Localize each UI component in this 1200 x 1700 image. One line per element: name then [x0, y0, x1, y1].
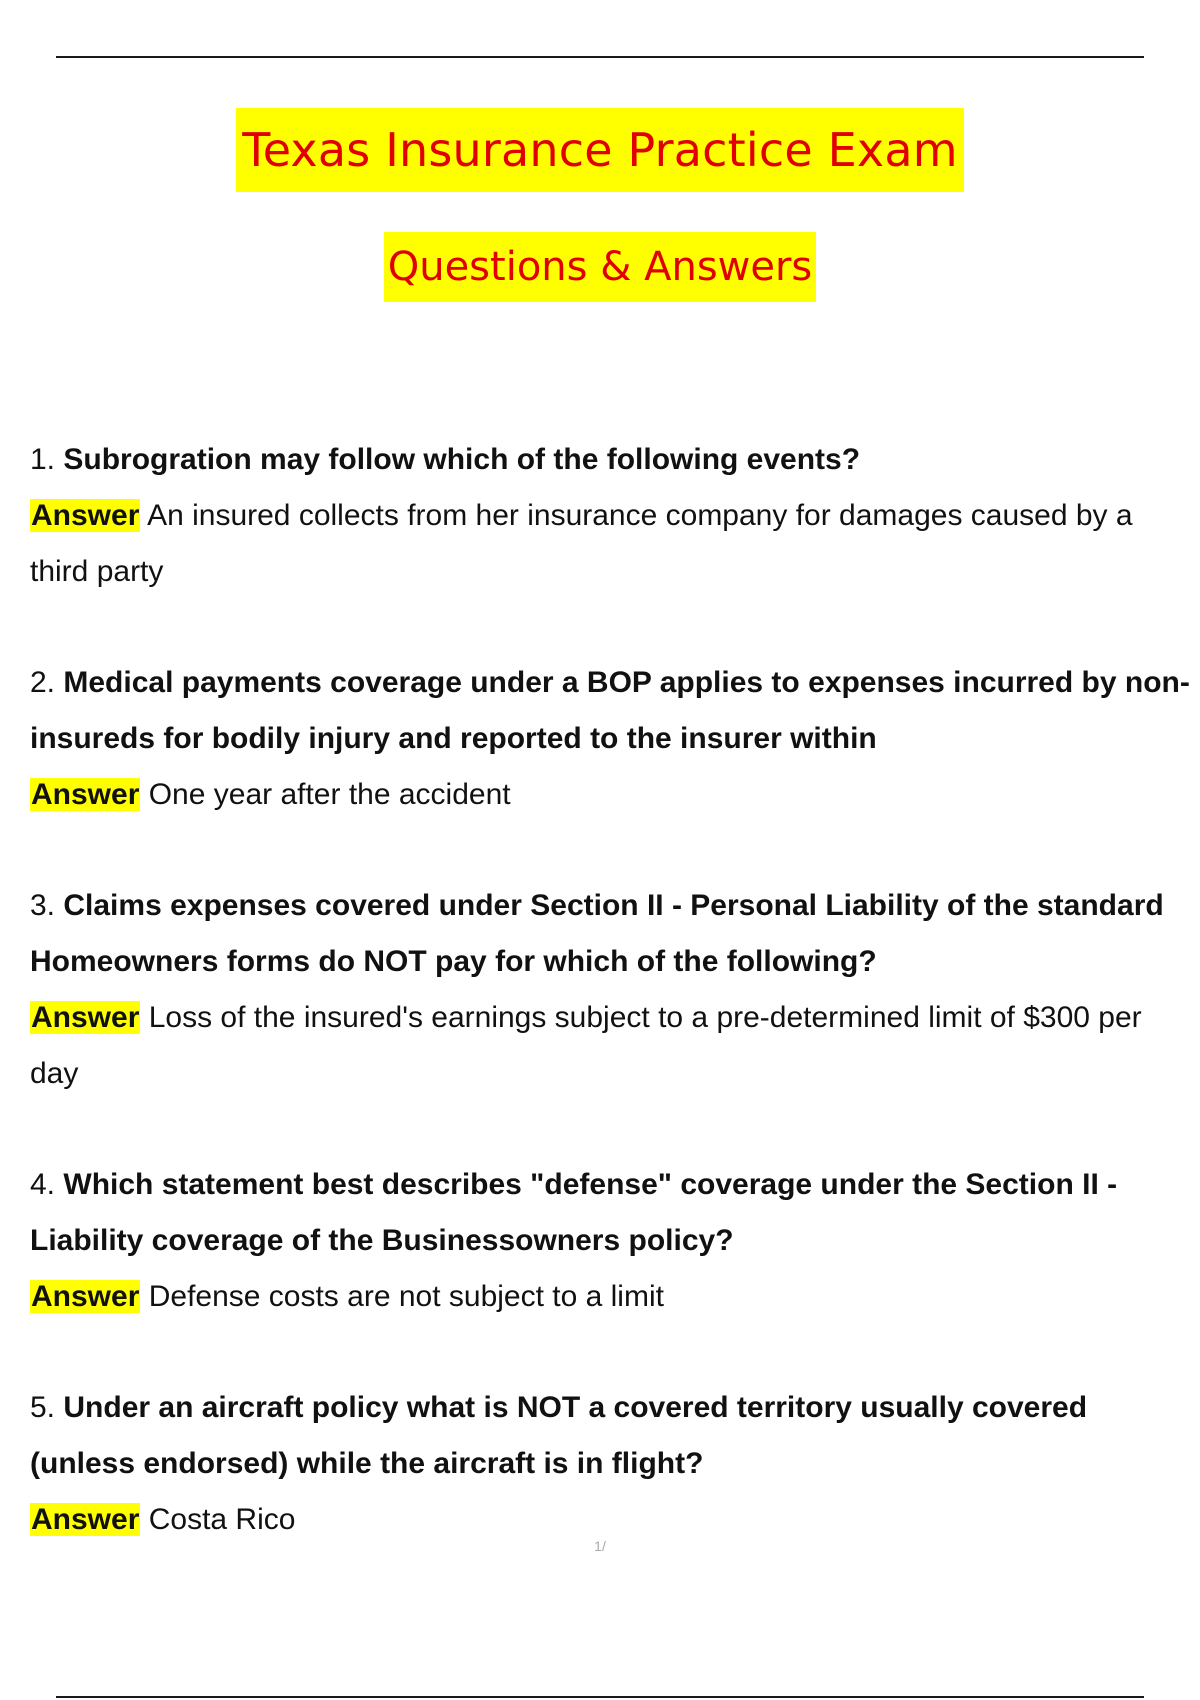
answer-4 — [30, 1269, 1190, 1325]
answer-1 — [30, 488, 1190, 600]
answer-2 — [30, 767, 1190, 823]
question-1 — [30, 432, 1190, 488]
qa-item-3 — [30, 878, 1190, 1102]
question-list — [30, 432, 1190, 1603]
question-5 — [30, 1380, 1190, 1492]
answer-text: An insured collects from her insurance company for damages caused by a third party — [30, 499, 1133, 588]
question-number: 5. — [30, 1391, 56, 1424]
answer-text: Defense costs are not subject to a limit — [148, 1280, 664, 1313]
qa-item-2 — [30, 655, 1190, 823]
bottom-divider — [56, 1696, 1144, 1698]
answer-text: Costa Rico — [148, 1503, 296, 1536]
document-title: Texas Insurance Practice Exam — [236, 108, 964, 192]
question-number: 4. — [30, 1168, 56, 1201]
answer-3 — [30, 990, 1190, 1102]
question-number: 2. — [30, 666, 56, 699]
document-subtitle: Questions & Answers — [384, 232, 817, 302]
question-text: Under an aircraft policy what is NOT a covered territory usually covered (unless endorsed) while the aircraft is in flight? — [30, 1391, 1088, 1480]
answer-text: One year after the accident — [148, 778, 511, 811]
subtitle-container — [0, 232, 1200, 302]
answer-label: Answer — [31, 1280, 140, 1313]
title-container — [0, 108, 1200, 192]
question-4 — [30, 1157, 1190, 1269]
answer-label: Answer — [31, 1503, 140, 1536]
question-text: Which statement best describes "defense" coverage under the Section II - Liability coverage of the Businessowners policy? — [30, 1168, 1118, 1257]
top-divider — [56, 56, 1144, 58]
answer-text: Loss of the insured's earnings subject to a pre-determined limit of $300 per day — [30, 1001, 1142, 1090]
question-3 — [30, 878, 1190, 990]
qa-item-1 — [30, 432, 1190, 600]
question-2 — [30, 655, 1190, 767]
question-number: 3. — [30, 889, 56, 922]
answer-label: Answer — [31, 778, 140, 811]
question-text: Medical payments coverage under a BOP applies to expenses incurred by non-insureds for bodily injury and reported to the insurer within — [30, 666, 1190, 755]
question-text: Claims expenses covered under Section II - Personal Liability of the standard Homeowners forms do NOT pay for which of the following? — [30, 889, 1164, 978]
answer-label: Answer — [31, 499, 140, 532]
qa-item-4 — [30, 1157, 1190, 1325]
question-number: 1. — [30, 443, 56, 476]
question-text: Subrogration may follow which of the following events? — [63, 443, 861, 476]
qa-item-5 — [30, 1380, 1190, 1548]
page-number: 1/ — [594, 1538, 606, 1554]
answer-label: Answer — [31, 1001, 140, 1034]
